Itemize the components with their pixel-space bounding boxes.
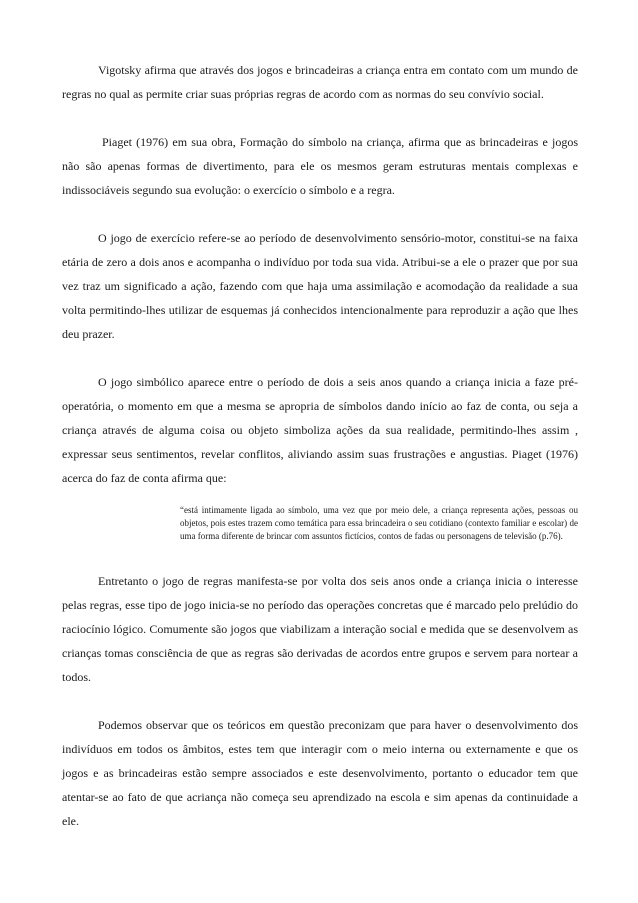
- paragraph-piaget-intro: Piaget (1976) em sua obra, Formação do símbolo na criança, afirma que as brincadeiras e jogos não são apenas formas de divertimento, para ele os mesmos geram estruturas mentais complexas e indissociáveis segundo sua evolução: o exercício o símbolo e a regra.: [62, 135, 578, 197]
- paragraph-jogo-regras: Entretanto o jogo de regras manifesta-se por volta dos seis anos onde a criança inicia o interesse pelas regras, esse tipo de jogo inicia-se no período das operações concretas que é marcado pelo prelúdio do raciocínio lógico. Comumente são jogos que viabilizam a interação social e medida que se desenvolvem as crianças tomas consciência de que as regras são derivadas de acordos entre grupos e servem para nortear a todos.: [62, 574, 578, 684]
- paragraph-jogo-simbolico: O jogo simbólico aparece entre o período de dois a seis anos quando a criança inicia a faze pré-operatória, o momento em que a mesma se apropria de símbolos dando início ao faz de conta, ou seja a criança através de alguma coisa ou objeto simboliza ações da sua realidade, permitindo-lhes assim , expressar seus sentimentos, revelar conflitos, aliviando assim suas frustrações e angustias. Piaget (1976) acerca do faz de conta afirma que:: [62, 375, 578, 485]
- paragraph-conclusao: Podemos observar que os teóricos em questão preconizam que para haver o desenvolvimento dos indivíduos em todos os âmbitos, estes tem que interagir com o meio interna ou externamente e que os jogos e as brincadeiras estão sempre associados e este desenvolvimento, portanto o educador tem que atentar-se ao fato de que acriança não começa seu aprendizado na escola e sim apenas da continuidade a ele.: [62, 718, 578, 828]
- block-quote: “está intimamente ligada ao símbolo, uma vez que por meio dele, a criança representa ações, pessoas ou objetos, pois estes trazem como temática para essa brincadeira o seu cotidiano (contexto familiar e escolar) de uma forma diferente de brincar com assuntos fictícios, contos de fadas ou personagens de televisão (p.76).: [180, 505, 578, 541]
- paragraph-jogo-exercicio: O jogo de exercício refere-se ao período de desenvolvimento sensório-motor, constitui-se na faixa etária de zero a dois anos e acompanha o indivíduo por toda sua vida. Atribui-se a ele o prazer que por sua vez traz um significado a ação, fazendo com que haja uma assimilação e acomodação da realidade a sua volta permitindo-lhes utilizar de esquemas já conhecidos intencionalmente para reproduzir a ação que lhes deu prazer.: [62, 231, 578, 341]
- document-page: [62, 58, 578, 857]
- paragraph-vigotsky: Vigotsky afirma que através dos jogos e brincadeiras a criança entra em contato com um mundo de regras no qual as permite criar suas próprias regras de acordo com as normas do seu convívio social.: [62, 63, 578, 101]
